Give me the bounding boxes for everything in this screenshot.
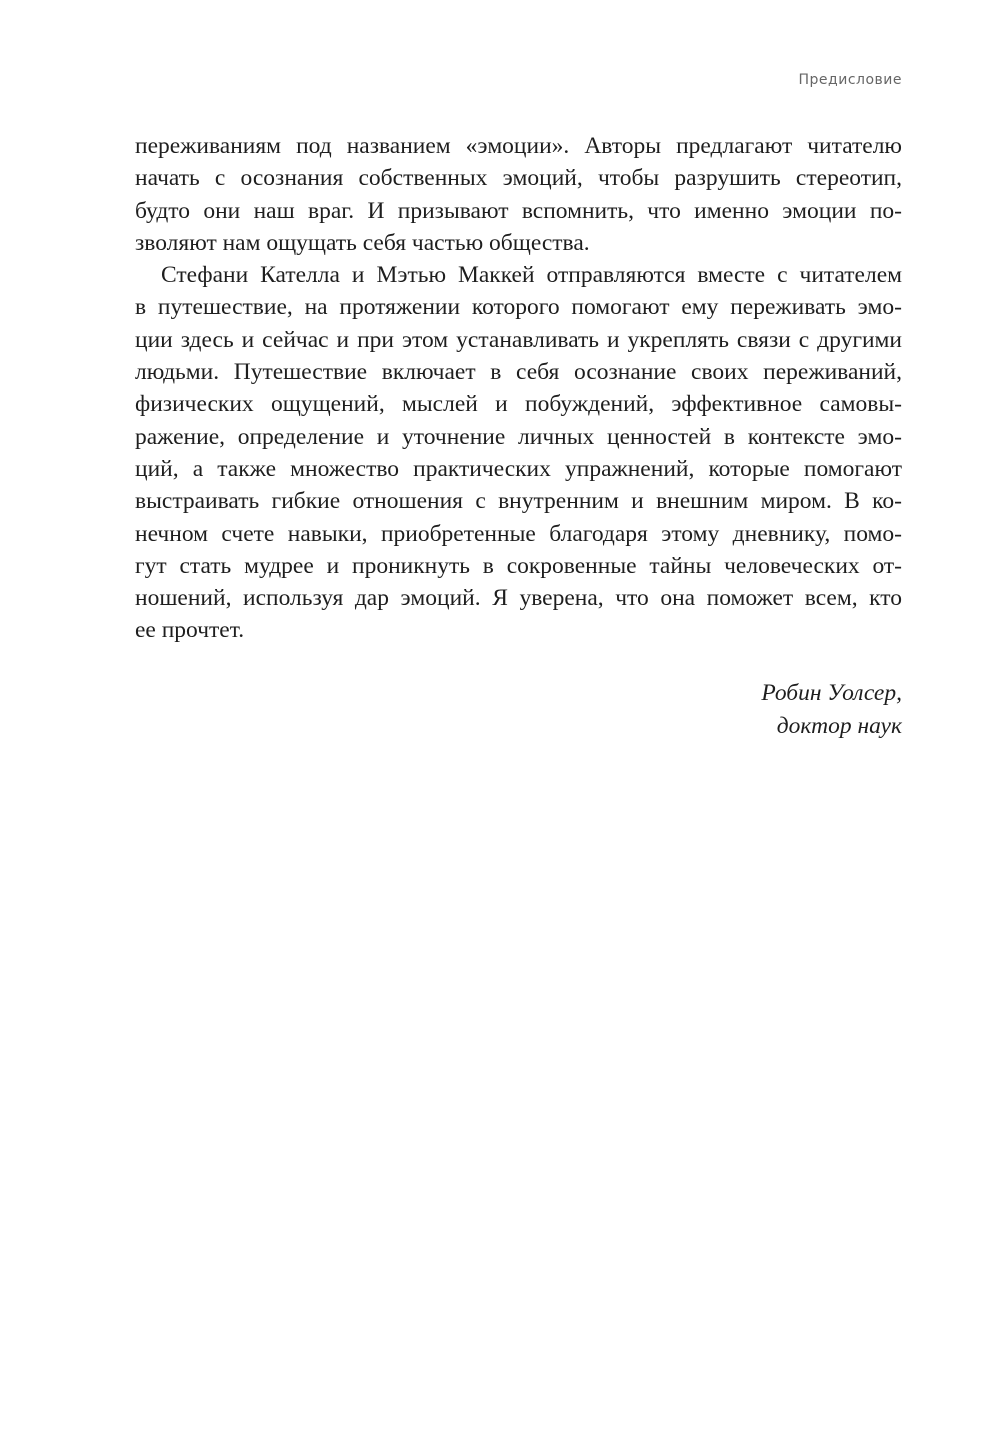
signature-title: доктор наук (776, 712, 902, 739)
text-line: ции здесь и сейчас и при этом устанавливать и укреплять связи с другими (135, 326, 902, 353)
signature-name: Робин Уолсер, (761, 680, 902, 706)
text-line: ций, а также множество практических упражнений, которые помогают (135, 455, 902, 482)
running-header: Предисловие (798, 72, 902, 88)
text-line: в путешествие, на протяжении которого помогают ему переживать эмо- (135, 294, 902, 321)
text-line: Стефани Кателла и Мэтью Маккей отправляются вместе с читателем (161, 262, 902, 289)
text-line: начать с осознания собственных эмоций, чтобы разрушить стереотип, (135, 165, 902, 192)
text-line: гут стать мудрее и проникнуть в сокровенные тайны человеческих от- (135, 552, 902, 579)
text-line: физических ощущений, мыслей и побуждений, эффективное самовы- (135, 391, 902, 418)
text-line: нечном счете навыки, приобретенные благодаря этому дневнику, помо- (135, 520, 902, 547)
text-line: ражение, определение и уточнение личных ценностей в контексте эмо- (135, 423, 902, 450)
text-line: ее прочтет. (135, 617, 245, 644)
paragraph-1 (135, 130, 902, 259)
text-line: ношений, используя дар эмоций. Я уверена, что она поможет всем, кто (135, 585, 902, 612)
text-line: будто они наш враг. И призывают вспомнить, что именно эмоции по- (135, 197, 902, 224)
text-line: зволяют нам ощущать себя частью общества. (135, 229, 590, 256)
body-text (135, 130, 902, 647)
text-line: выстраивать гибкие отношения с внутренним и внешним миром. В ко- (135, 488, 902, 515)
text-line: людьми. Путешествие включает в себя осознание своих переживаний, (135, 359, 902, 386)
paragraph-2 (135, 259, 902, 647)
signature (761, 677, 902, 742)
text-line: переживаниям под названием «эмоции». Авторы предлагают читателю (135, 133, 902, 159)
